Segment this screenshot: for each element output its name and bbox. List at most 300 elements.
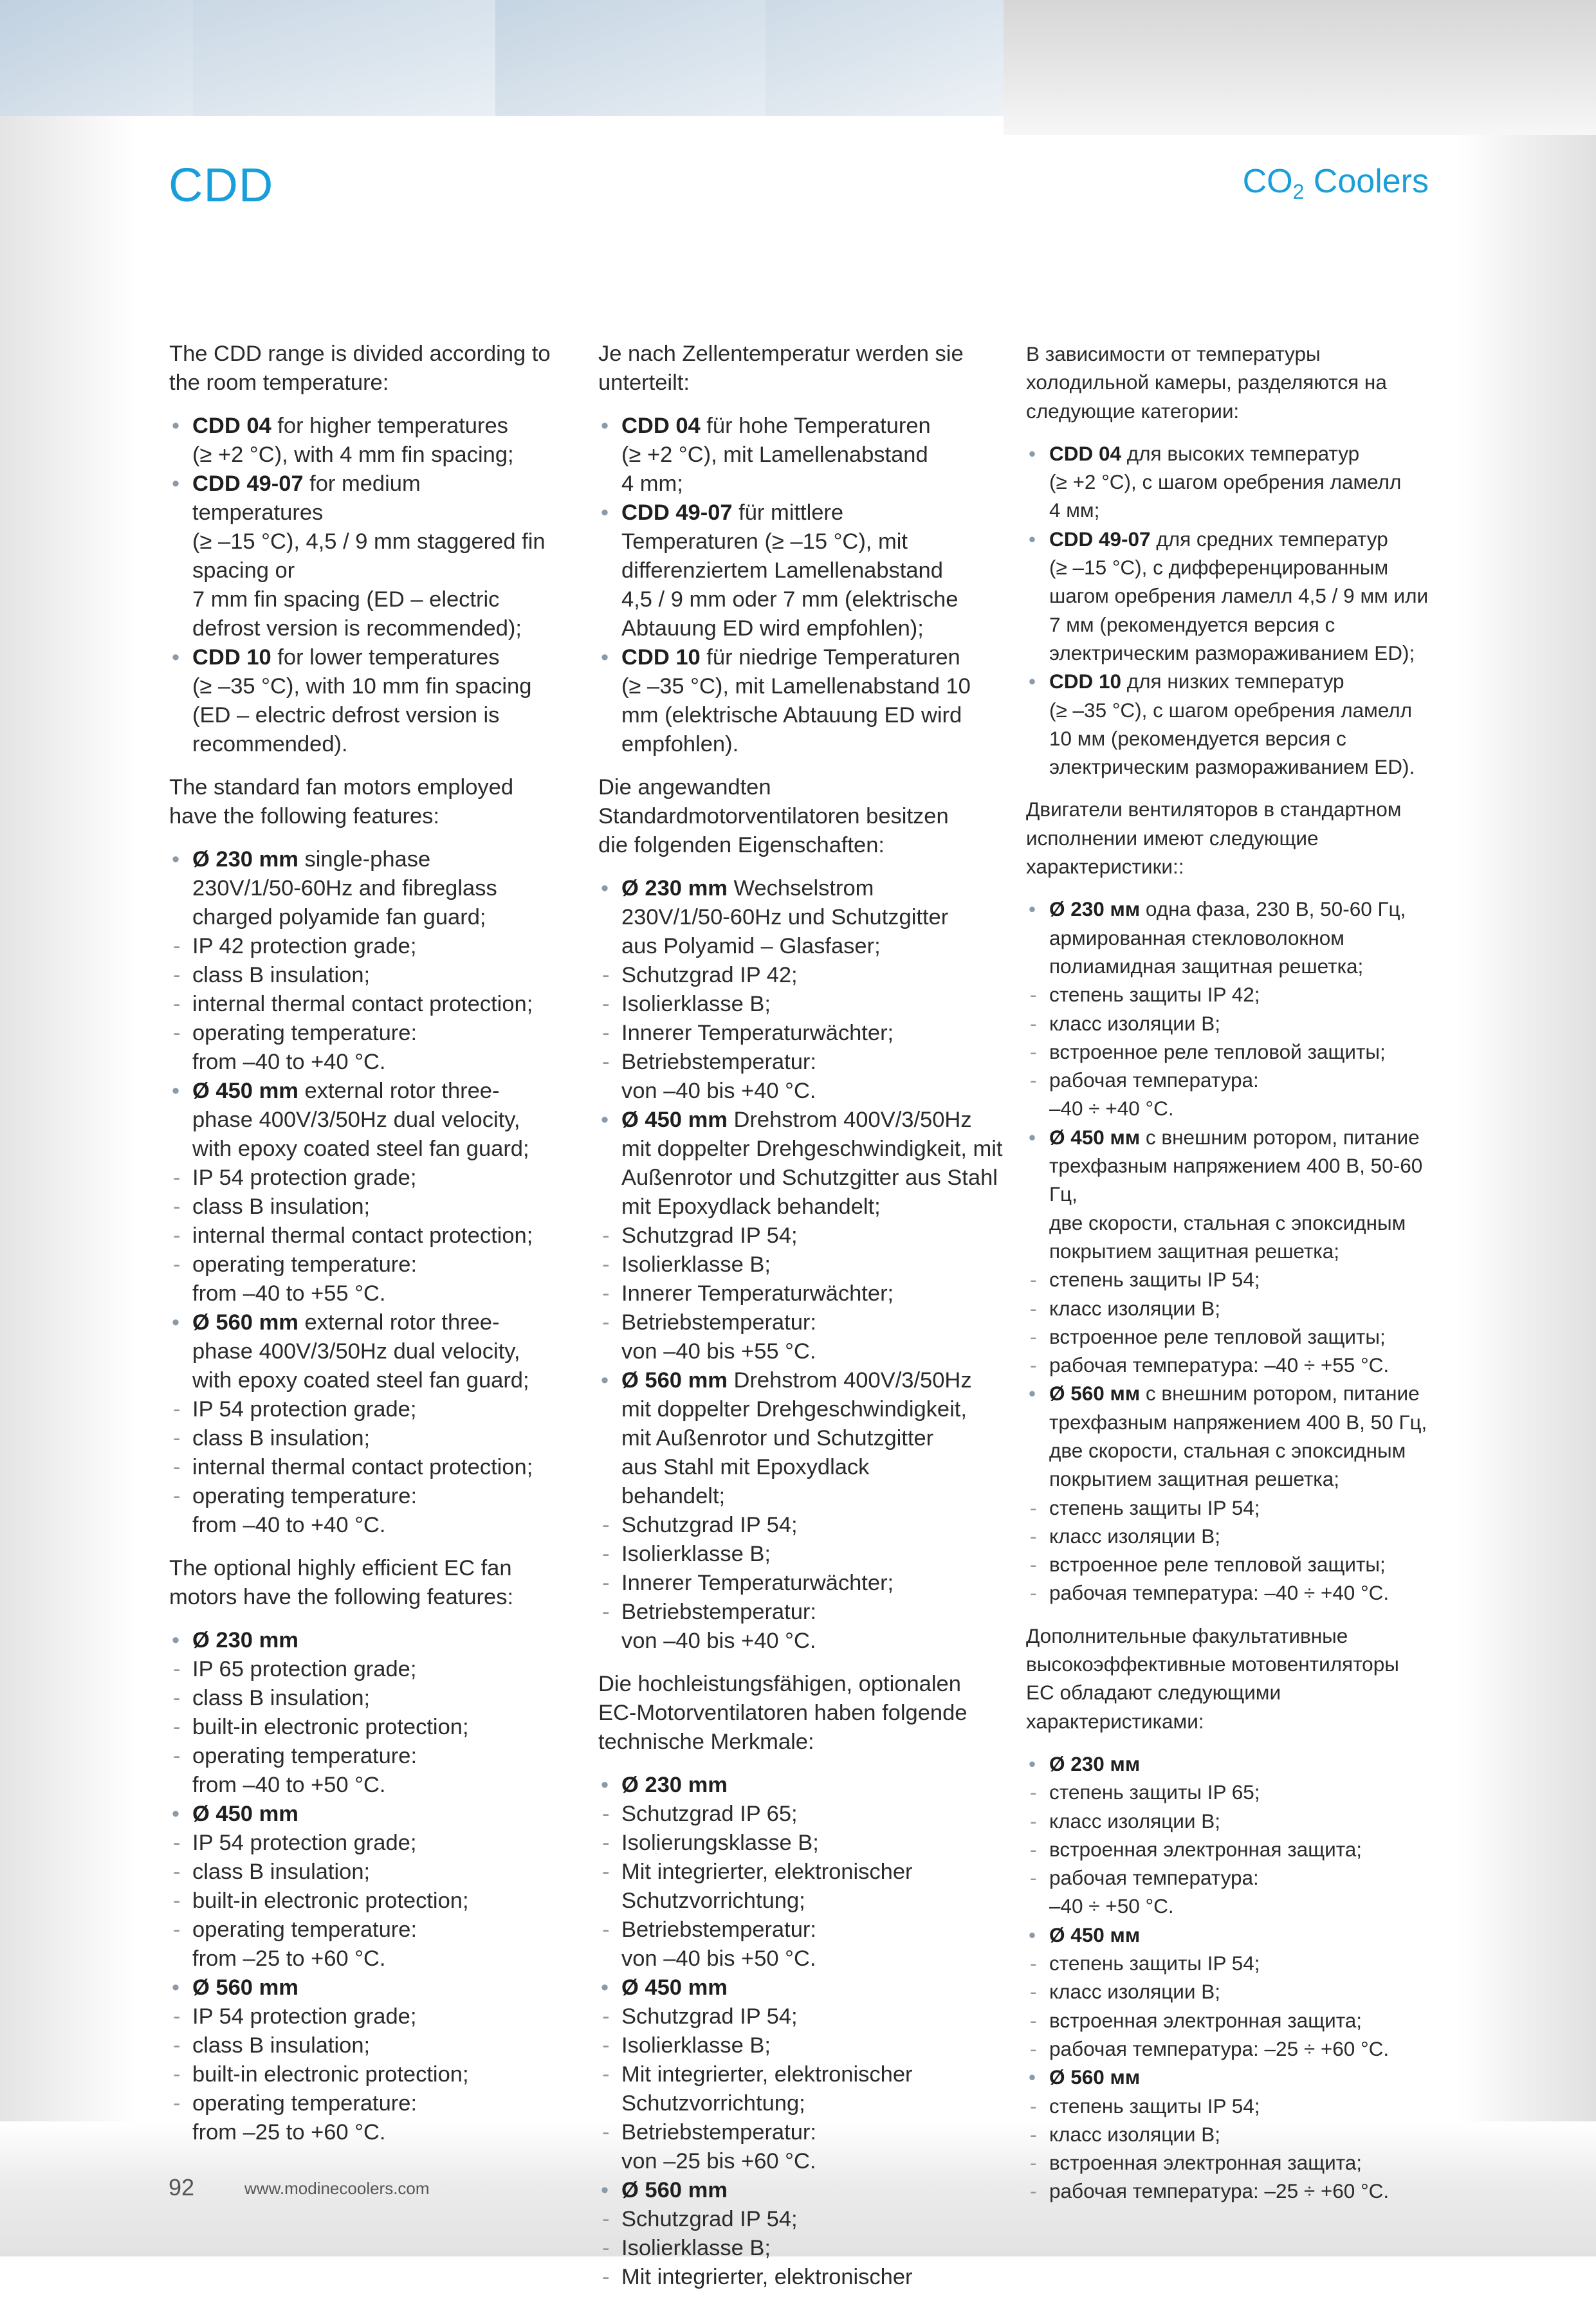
item-line: 7 mm fin spacing (ED – electric [192, 587, 500, 612]
dash-item [1026, 2148, 1431, 2177]
dash-item [598, 2263, 1010, 2292]
item-line: - встроенная электронная защита; [1049, 1837, 1362, 1861]
dash-item [598, 961, 1010, 990]
item-line: - степень защиты IP 42; [1049, 983, 1260, 1007]
item-bold-label: Ø 230 мм [1049, 1752, 1141, 1775]
dash-item [598, 1279, 1010, 1308]
item-bold-label: Ø 560 mm [621, 2178, 728, 2202]
item-line: defrost version is recommended); [192, 616, 522, 641]
paragraph-line: EC обладают следующими [1026, 1681, 1281, 1705]
item-text: for medium [303, 471, 421, 496]
item-line: mit Epoxydlack behandelt; [621, 1194, 881, 1219]
item-line: две скорости, стальная с эпоксидным [1049, 1438, 1406, 1462]
dash-item [598, 1569, 1010, 1598]
paragraph-line: исполнении имеют следующие [1026, 826, 1319, 850]
dash-item [169, 1916, 581, 1973]
dash-item [169, 2089, 581, 2147]
item-line: - степень защиты IP 54; [1049, 1496, 1260, 1519]
item-line: aus Stahl mit Epoxydlack [621, 1455, 870, 1479]
dash-item [1026, 1265, 1431, 1294]
item-line: (≥ –15 °C), с дифференцированным [1049, 556, 1389, 580]
item-line: - Betriebstemperatur: [621, 1050, 816, 1074]
item-line: - класс изоляции B; [1049, 2122, 1220, 2146]
item-line [621, 1106, 1010, 1135]
item-bold-label: CDD 10 [1049, 670, 1122, 693]
paragraph-line: В зависимости от температуры [1026, 342, 1321, 365]
item-line: (≥ –35 °C), с шагом оребрения ламелл [1049, 698, 1413, 722]
spec-list [169, 412, 581, 759]
item-line: - степень защиты IP 54; [1049, 1952, 1260, 1975]
dash-item [1026, 1778, 1431, 1806]
item-line: - рабочая температура: –40 ÷ +55 °C. [1049, 1353, 1390, 1377]
category-title [1243, 162, 1429, 204]
item-line: - класс изоляции B; [1049, 1809, 1220, 1833]
header-gray-band [1004, 0, 1596, 135]
item-line: with epoxy coated steel fan guard; [192, 1368, 529, 1393]
item-line: mm (elektrische Abtauung ED wird [621, 703, 962, 727]
paragraph-line: Die hochleistungsfähigen, optionalen [598, 1672, 961, 1696]
item-line: 4 мм; [1049, 499, 1100, 522]
dash-item [1026, 1522, 1431, 1550]
item-line: from –40 to +40 °C. [192, 1513, 386, 1537]
paragraph-line: следующие категории: [1026, 399, 1240, 423]
item-line: 4 mm; [621, 471, 683, 496]
item-line: - класс изоляции B; [1049, 1296, 1220, 1320]
item-line: - Isolierklasse B; [621, 2033, 771, 2058]
item-line: - Innerer Temperaturwächter; [621, 1281, 894, 1306]
item-line [192, 1077, 581, 1106]
bullet-item [598, 1771, 1010, 1800]
dash-item [1026, 1494, 1431, 1522]
item-text: Drehstrom 400V/3/50Hz [727, 1368, 972, 1393]
item-line: - operating temperature: [192, 1917, 417, 1942]
item-line: - встроенная электронная защита; [1049, 2151, 1362, 2175]
banner-photo-segment [766, 0, 1004, 116]
item-line: - IP 54 protection grade; [192, 1166, 417, 1190]
dash-item [1026, 1807, 1431, 1835]
item-text: с внешним ротором, питание [1140, 1382, 1420, 1405]
header-photo-banner [0, 0, 1004, 116]
item-line: - Schutzgrad IP 42; [621, 963, 798, 987]
item-line [192, 1626, 581, 1655]
item-text: Wechselstrom [727, 876, 874, 901]
left-margin-shade [0, 116, 138, 2256]
item-line: –40 ÷ +40 °C. [1049, 1097, 1174, 1121]
item-text: single-phase [298, 847, 431, 872]
dash-item [169, 1829, 581, 1858]
dash-item [1026, 2092, 1431, 2120]
bullet-item [598, 412, 1010, 499]
item-line: (≥ –35 °C), with 10 mm fin spacing [192, 674, 532, 699]
item-bold-label: Ø 230 mm [192, 847, 298, 872]
dash-item [598, 2205, 1010, 2234]
item-line [192, 1973, 581, 2002]
paragraph-line: unterteilt: [598, 371, 690, 395]
item-line [621, 412, 1010, 441]
dash-item [1026, 1351, 1431, 1379]
item-bold-label: Ø 450 mm [192, 1079, 298, 1103]
dash-item [1026, 1835, 1431, 1863]
item-line: Abtauung ED wird empfohlen); [621, 616, 924, 641]
paragraph-line: высокоэффективные мотовентиляторы [1026, 1652, 1399, 1676]
dash-item [169, 1684, 581, 1713]
dash-item [598, 1308, 1010, 1366]
item-text: for higher temperatures [271, 414, 508, 438]
dash-item [169, 2060, 581, 2089]
bullet-item [169, 470, 581, 643]
bullet-item [598, 1106, 1010, 1222]
bullet-item [1026, 525, 1431, 667]
item-bold-label: Ø 560 mm [192, 1310, 298, 1335]
dash-item [169, 1250, 581, 1308]
item-line: - built-in electronic protection; [192, 2062, 469, 2087]
paragraph-line: Standardmotorventilatoren besitzen [598, 804, 949, 828]
item-line: - operating temperature: [192, 2091, 417, 2116]
item-line: - IP 54 protection grade; [192, 1831, 417, 1855]
banner-photo-segment [0, 0, 193, 116]
bullet-item [169, 1308, 581, 1395]
paragraph-line: Je nach Zellentemperatur werden sie [598, 342, 964, 366]
item-line: - Isolierungsklasse B; [621, 1831, 819, 1855]
dash-item [598, 1511, 1010, 1540]
item-line: - operating temperature: [192, 1021, 417, 1045]
item-line [621, 2176, 1010, 2205]
item-bold-label: Ø 560 мм [1049, 2065, 1141, 2089]
item-line: (≥ +2 °C), с шагом оребрения ламелл [1049, 470, 1402, 494]
item-line: - IP 65 protection grade; [192, 1657, 417, 1681]
item-line: behandelt; [621, 1484, 726, 1508]
dash-item [598, 2031, 1010, 2060]
item-line [1049, 1921, 1431, 1949]
item-line: temperatures [192, 500, 324, 525]
item-line: - operating temperature: [192, 1484, 417, 1508]
item-line: - рабочая температура: –25 ÷ +60 °C. [1049, 2179, 1390, 2203]
item-line: 7 мм (рекомендуется версия с [1049, 612, 1335, 636]
item-line [192, 1308, 581, 1337]
item-line [1049, 439, 1431, 468]
dash-item [1026, 1863, 1431, 1921]
dash-item [169, 1713, 581, 1742]
dash-item [1026, 1579, 1431, 1607]
dash-item [598, 1048, 1010, 1106]
item-line [621, 1366, 1010, 1395]
bullet-item [169, 412, 581, 470]
spec-list [598, 874, 1010, 1656]
item-line: - Betriebstemperatur: [621, 1310, 816, 1335]
item-line: - класс изоляции B; [1049, 1524, 1220, 1548]
dash-item [598, 1800, 1010, 1829]
bullet-item [169, 1077, 581, 1164]
item-line: from –40 to +55 °C. [192, 1281, 386, 1306]
item-line [192, 845, 581, 874]
item-text: одна фаза, 230 В, 50-60 Гц, [1140, 897, 1406, 921]
item-line: differenziertem Lamellenabstand [621, 558, 943, 583]
item-text: с внешним ротором, питание [1140, 1125, 1420, 1149]
item-line [621, 643, 1010, 672]
category-subscript: 2 [1292, 180, 1305, 203]
item-line: 10 мм (рекомендуется версия с [1049, 726, 1346, 750]
item-bold-label: CDD 49-07 [1049, 527, 1151, 551]
item-line: - class B insulation; [192, 2033, 371, 2058]
item-line [1049, 895, 1431, 923]
item-line: - степень защиты IP 65; [1049, 1780, 1260, 1804]
paragraph-line: have the following features: [169, 804, 440, 828]
item-line: две скорости, стальная с эпоксидным [1049, 1211, 1406, 1234]
bullet-item [169, 1800, 581, 1829]
dash-item [598, 1540, 1010, 1569]
item-text: для средних температур [1150, 527, 1388, 551]
dash-item [169, 1395, 581, 1424]
item-line: - class B insulation; [192, 1686, 371, 1710]
dash-item [169, 1742, 581, 1800]
paragraph-line: характеристиками: [1026, 1709, 1204, 1733]
item-line: - Betriebstemperatur: [621, 2120, 816, 2145]
item-bold-label: Ø 560 мм [1049, 1382, 1141, 1405]
item-line [1049, 2063, 1431, 2091]
item-line: with epoxy coated steel fan guard; [192, 1137, 529, 1161]
bullet-item [598, 2176, 1010, 2205]
item-line: - internal thermal contact protection; [192, 1223, 533, 1248]
item-text: для низких температур [1121, 670, 1344, 693]
dash-item [598, 1019, 1010, 1048]
paragraph [598, 340, 1010, 398]
item-line [1049, 667, 1431, 695]
paragraph [598, 1670, 1010, 1757]
paragraph [1026, 340, 1431, 425]
item-line: - IP 54 protection grade; [192, 1397, 417, 1422]
item-line: Schutzvorrichtung; [621, 1889, 805, 1913]
item-line: from –25 to +60 °C. [192, 1946, 386, 1971]
paragraph-line: motors have the following features: [169, 1585, 514, 1609]
item-line: покрытием защитная решетка; [1049, 1467, 1340, 1491]
dash-item [1026, 2035, 1431, 2063]
dash-item [598, 2060, 1010, 2118]
item-line: empfohlen). [621, 732, 739, 756]
item-line: армированная стекловолокном [1049, 926, 1344, 949]
item-line: - рабочая температура: [1049, 1068, 1259, 1092]
dash-item [1026, 1949, 1431, 1977]
paragraph [598, 773, 1010, 860]
dash-item [169, 1164, 581, 1193]
dash-item [598, 1222, 1010, 1250]
item-line: 4,5 / 9 mm oder 7 mm (elektrische [621, 587, 959, 612]
paragraph-line: The standard fan motors employed [169, 775, 514, 800]
item-bold-label: CDD 04 [1049, 441, 1122, 465]
item-line: mit doppelter Drehgeschwindigkeit, mit [621, 1137, 1003, 1161]
item-line: 230V/1/50-60Hz und Schutzgitter [621, 905, 949, 929]
dash-item [1026, 980, 1431, 1009]
item-line [192, 412, 581, 441]
spec-list [598, 1771, 1010, 2292]
item-line: - Betriebstemperatur: [621, 1600, 816, 1624]
item-line: - Mit integrierter, elektronischer [621, 1860, 913, 1884]
item-text: для высоких температур [1121, 441, 1360, 465]
footer-url: www.modinecoolers.com [244, 2179, 430, 2198]
item-line: - Schutzgrad IP 54; [621, 2004, 798, 2029]
item-line: Außenrotor und Schutzgitter aus Stahl [621, 1166, 998, 1190]
bullet-item [169, 845, 581, 932]
item-line: (≥ +2 °C), with 4 mm fin spacing; [192, 443, 514, 467]
spec-list [598, 412, 1010, 759]
item-line: - class B insulation; [192, 1860, 371, 1884]
item-line: - class B insulation; [192, 1426, 371, 1450]
item-line: von –40 bis +40 °C. [621, 1079, 816, 1103]
item-bold-label: CDD 04 [621, 414, 701, 438]
paragraph-line: EC-Motorventilatoren haben folgende [598, 1701, 968, 1725]
spec-list [1026, 439, 1431, 782]
item-line: электрическим размораживанием ED); [1049, 641, 1415, 664]
bullet-item [169, 1973, 581, 2002]
item-bold-label: Ø 230 мм [1049, 897, 1141, 921]
dash-item [1026, 2006, 1431, 2035]
item-line [621, 499, 1010, 527]
dash-item [1026, 2120, 1431, 2148]
paragraph-line: the room temperature: [169, 371, 389, 395]
item-line: recommended). [192, 732, 348, 756]
item-line: полиамидная защитная решетка; [1049, 954, 1364, 978]
paragraph [1026, 1622, 1431, 1735]
bullet-item [598, 874, 1010, 961]
item-line: - Mit integrierter, elektronischer [621, 2265, 913, 2289]
dash-item [598, 1829, 1010, 1858]
dash-item [598, 1250, 1010, 1279]
item-line [1049, 1123, 1431, 1151]
item-line: - Innerer Temperaturwächter; [621, 1021, 894, 1045]
item-line: –40 ÷ +50 °C. [1049, 1894, 1174, 1918]
paragraph [1026, 795, 1431, 881]
banner-photo-segment [495, 0, 766, 116]
item-bold-label: CDD 10 [621, 645, 701, 670]
item-bold-label: Ø 230 mm [192, 1628, 298, 1652]
dash-item [1026, 1066, 1431, 1123]
paragraph [169, 340, 581, 398]
dash-item [598, 990, 1010, 1019]
item-line [621, 1973, 1010, 2002]
item-line [1049, 525, 1431, 553]
bullet-item [1026, 895, 1431, 980]
item-line: - IP 42 protection grade; [192, 934, 417, 958]
dash-item [169, 1453, 581, 1482]
item-line: von –40 bis +40 °C. [621, 1629, 816, 1653]
item-line: трехфазным напряжением 400 В, 50 Гц, [1049, 1410, 1427, 1434]
item-line: mit doppelter Drehgeschwindigkeit, [621, 1397, 967, 1422]
item-line: - степень защиты IP 54; [1049, 2094, 1260, 2118]
bullet-item [1026, 1123, 1431, 1265]
dash-item [169, 1193, 581, 1222]
item-line: - class B insulation; [192, 1194, 371, 1219]
bullet-item [1026, 1921, 1431, 1949]
banner-photo-segment [193, 0, 495, 116]
dash-item [598, 2234, 1010, 2263]
spec-list [1026, 1750, 1431, 2206]
dash-item [169, 961, 581, 990]
item-line: Temperaturen (≥ –15 °C), mit [621, 529, 908, 554]
bullet-item [598, 499, 1010, 643]
item-line: from –40 to +40 °C. [192, 1050, 386, 1074]
item-line: - IP 54 protection grade; [192, 2004, 417, 2029]
item-line: - Isolierklasse B; [621, 2236, 771, 2260]
item-line: (≥ –15 °C), 4,5 / 9 mm staggered fin [192, 529, 546, 554]
dash-item [1026, 1977, 1431, 2006]
paragraph-line: The CDD range is divided according to [169, 342, 551, 366]
dash-item [169, 932, 581, 961]
bullet-item [169, 1626, 581, 1655]
item-line: - класс изоляции B; [1049, 1980, 1220, 2004]
item-line: - operating temperature: [192, 1252, 417, 1277]
dash-item [1026, 1038, 1431, 1066]
item-line: charged polyamide fan guard; [192, 905, 486, 929]
item-bold-label: Ø 450 mm [192, 1802, 298, 1826]
item-line: шагом оребрения ламелл 4,5 / 9 мм или [1049, 584, 1429, 608]
item-bold-label: CDD 10 [192, 645, 271, 670]
paragraph-line: холодильной камеры, разделяются на [1026, 371, 1387, 394]
item-line: - built-in electronic protection; [192, 1715, 469, 1739]
item-text: Drehstrom 400V/3/50Hz [727, 1108, 972, 1132]
category-prefix: CO [1242, 163, 1293, 200]
item-line: - встроенная электронная защита; [1049, 2008, 1362, 2032]
item-line: - рабочая температура: –40 ÷ +40 °C. [1049, 1581, 1390, 1605]
dash-item [1026, 1550, 1431, 1579]
item-line: - built-in electronic protection; [192, 1889, 469, 1913]
column-german [598, 340, 1010, 2306]
item-line: - Isolierklasse B; [621, 1542, 771, 1566]
item-bold-label: Ø 230 mm [621, 876, 728, 901]
item-line [621, 874, 1010, 903]
item-line [192, 1800, 581, 1829]
item-line: 230V/1/50-60Hz and fibreglass [192, 876, 497, 901]
item-line: phase 400V/3/50Hz dual velocity, [192, 1339, 520, 1364]
item-line [621, 1771, 1010, 1800]
paragraph-line: The optional highly efficient EC fan [169, 1556, 512, 1580]
bullet-item [1026, 1379, 1431, 1493]
item-line: - встроенное реле тепловой защиты; [1049, 1039, 1386, 1063]
item-line: - Isolierklasse B; [621, 1252, 771, 1277]
item-line: (≥ +2 °C), mit Lamellenabstand [621, 443, 928, 467]
dash-item [1026, 2177, 1431, 2205]
item-line: from –25 to +60 °C. [192, 2120, 386, 2145]
dash-item [169, 990, 581, 1019]
spec-list [1026, 895, 1431, 1607]
item-line: Schutzvorrichtung; [621, 2091, 805, 2116]
column-russian [1026, 340, 1431, 2220]
item-text: für hohe Temperaturen [700, 414, 931, 438]
right-margin-shade [1458, 135, 1596, 2256]
dash-item [169, 1482, 581, 1540]
dash-item [169, 1424, 581, 1453]
paragraph-line: Дополнительные факультативные [1026, 1624, 1348, 1647]
product-title: CDD [169, 158, 274, 212]
dash-item [598, 2118, 1010, 2176]
item-line: - internal thermal contact protection; [192, 1455, 533, 1479]
item-line: mit Außenrotor und Schutzgitter [621, 1426, 934, 1450]
item-bold-label: Ø 450 mm [621, 1108, 728, 1132]
paragraph-line: характеристики:: [1026, 855, 1184, 879]
item-text: for lower temperatures [271, 645, 500, 670]
item-line: - Schutzgrad IP 54; [621, 2207, 798, 2231]
item-line: - степень защиты IP 54; [1049, 1268, 1260, 1292]
item-line: трехфазным напряжением 400 В, 50-60 Гц, [1049, 1154, 1423, 1206]
item-line: spacing or [192, 558, 295, 583]
bullet-item [1026, 667, 1431, 781]
item-line [192, 643, 581, 672]
dash-item [598, 2002, 1010, 2031]
item-bold-label: Ø 450 мм [1049, 1923, 1141, 1946]
bullet-item [598, 1366, 1010, 1511]
item-bold-label: Ø 450 mm [621, 1975, 728, 2000]
item-line: - internal thermal contact protection; [192, 992, 533, 1016]
dash-item [169, 1887, 581, 1916]
dash-item [598, 1598, 1010, 1656]
